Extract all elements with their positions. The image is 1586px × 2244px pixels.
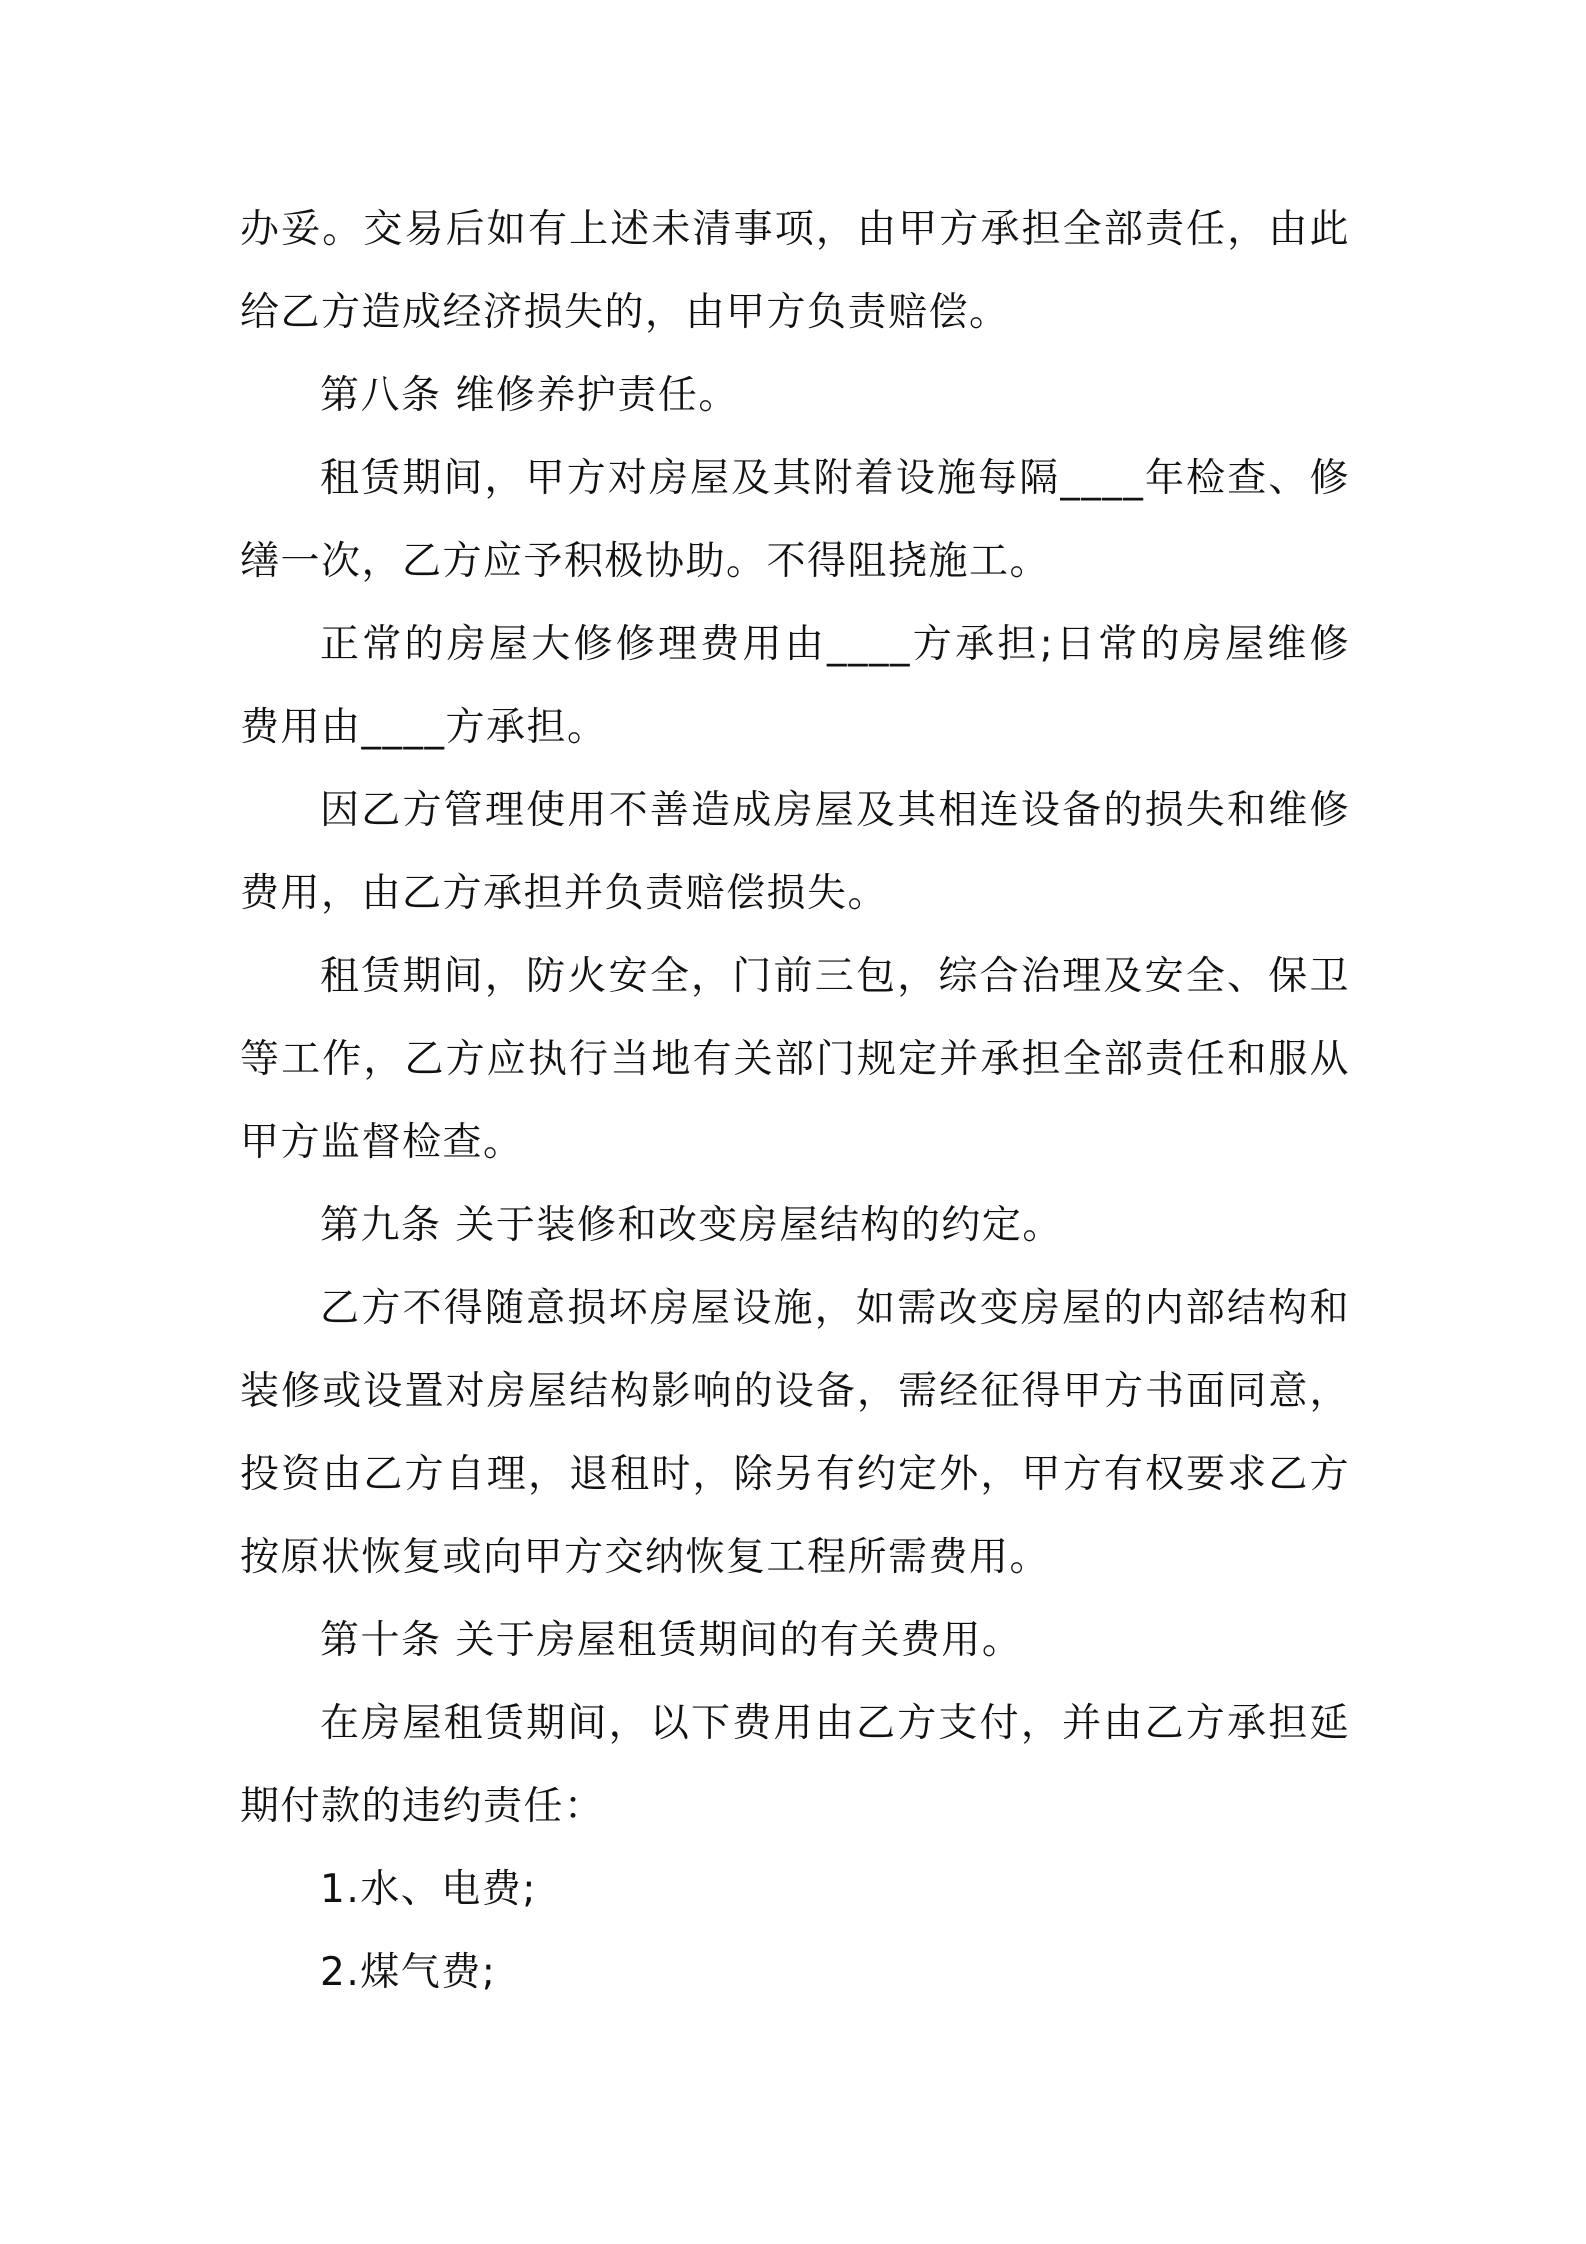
paragraph-inspection: 租赁期间，甲方对房屋及其附着设施每隔____年检查、修缮一次，乙方应予积极协助。不得阻挠施工。 [240,456,1350,584]
list-item-water-electricity: 1.水、电费; [320,1867,537,1912]
article-8-heading: 第八条 维修养护责任。 [320,373,739,418]
article-9-heading: 第九条 关于装修和改变房屋结构的约定。 [320,1203,1063,1248]
paragraph-renovation: 乙方不得随意损坏房屋设施，如需改变房屋的内部结构和装修或设置对房屋结构影响的设备，需经征得甲方书面同意，投资由乙方自理，退租时，除另有约定外，甲方有权要求乙方按原状恢复或向甲方交纳恢复工程所需费用。 [240,1286,1350,1580]
paragraph-safety: 租赁期间，防火安全，门前三包，综合治理及安全、保卫等工作，乙方应执行当地有关部门规定并承担全部责任和服从甲方监督检查。 [240,954,1350,1165]
paragraph-continuation: 办妥。交易后如有上述未清事项，由甲方承担全部责任，由此给乙方造成经济损失的，由甲方负责赔偿。 [240,207,1350,335]
paragraph-fees-intro: 在房屋租赁期间，以下费用由乙方支付，并由乙方承担延期付款的违约责任： [240,1701,1350,1829]
article-10-heading: 第十条 关于房屋租赁期间的有关费用。 [320,1618,1023,1663]
paragraph-repair-costs: 正常的房屋大修修理费用由____方承担;日常的房屋维修费用由____方承担。 [240,622,1350,750]
document-body [240,188,1350,2014]
paragraph-damage-liability: 因乙方管理使用不善造成房屋及其相连设备的损失和维修费用，由乙方承担并负责赔偿损失。 [240,788,1350,916]
list-item-gas: 2.煤气费; [320,1950,497,1995]
